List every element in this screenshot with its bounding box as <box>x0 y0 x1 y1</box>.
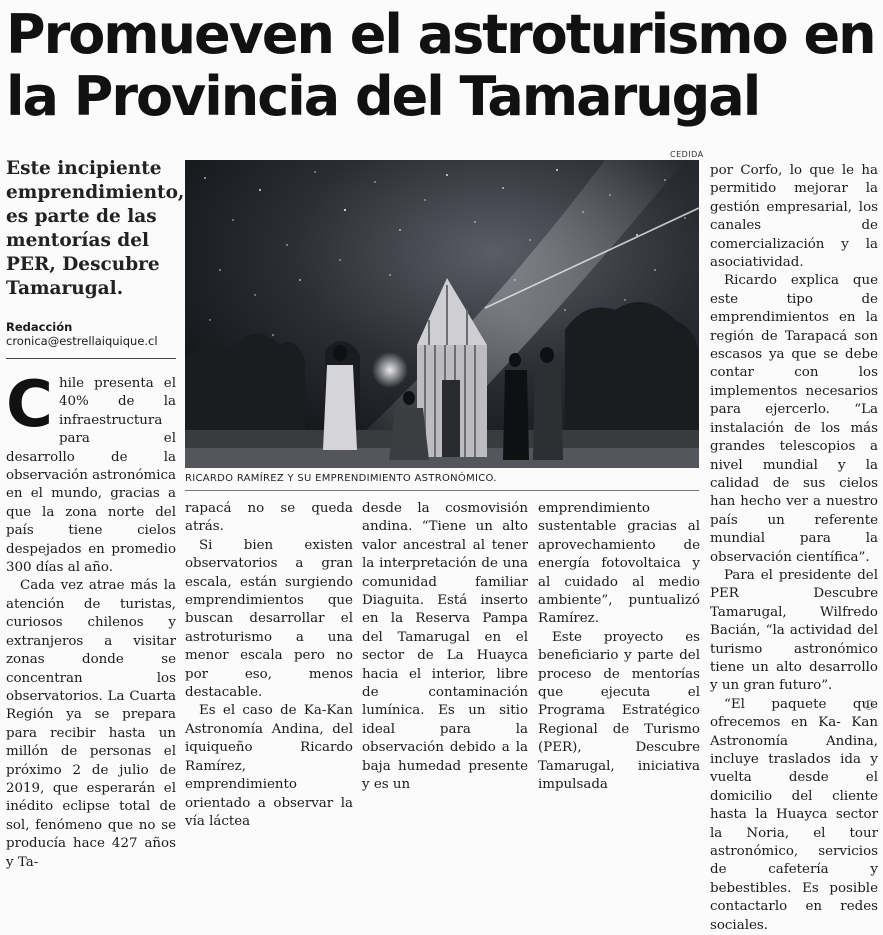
article-column-4 <box>538 500 700 795</box>
drop-cap: C <box>6 368 53 442</box>
byline-author: Redacción <box>6 320 73 334</box>
byline <box>6 320 176 348</box>
article-paragraph: Ricardo explica que este tipo de emprendimientos en la región de Tarapacá son escasos ya que se debe contar con los implementos necesarios para ejercerlo. “La instalación de los más grandes telescopios a nivel mundial y la calidad de sus cielos han hecho ver a nuestro país un referente mundial para la observación científica”. <box>710 273 878 565</box>
article-photo <box>185 160 699 468</box>
article-column-1 <box>6 368 176 872</box>
article-paragraph: por Corfo, lo que le ha permitido mejorar la gestión empresarial, los canales de comercialización y la asociatividad. <box>710 163 878 271</box>
article-column-5 <box>710 162 878 935</box>
headline-line-1: Promueven el astroturismo en <box>6 3 875 66</box>
night-sky-observatory-image <box>185 160 699 468</box>
photo-credit: CEDIDA <box>670 150 704 159</box>
photo-caption: RICARDO RAMÍREZ Y SU EMPRENDIMIENTO ASTRONÓMICO. <box>185 473 497 484</box>
article-paragraph: emprendimiento sustentable gracias al aprovechamiento de energía fotovoltaica y al cuidado al medio ambiente”, puntualizó Ramírez. <box>538 501 700 627</box>
article-paragraph: Este proyecto es beneficiario y parte del proceso de mentorías que ejecuta el Programa Estratégico Regional de Turismo (PER), Descubre Tamarugal, iniciativa impulsada <box>538 629 700 793</box>
headline-line-2: la Provincia del Tamarugal <box>6 65 760 128</box>
byline-email: cronica@estrellaiquique.cl <box>6 334 158 348</box>
article-paragraph: “El paquete que ofrecemos en Ka- Kan Astronomía Andina, incluye traslados ida y vuelta desde el domicilio del cliente hasta la Huayca sector la Noria, el tour astronómico, servicios de cafetería y bebestibles. Es posible contactarlo en redes sociales. <box>710 696 878 933</box>
article-paragraph: rapacá no se queda atrás. <box>185 501 353 535</box>
paragraph-text: hile presenta el 40% de la infraestructura para el desarrollo de la observación astronómica en el mundo, gracias a que la zona norte del país tiene cielos despejados en promedio 300 días al año. <box>6 376 176 576</box>
byline-divider <box>6 358 176 359</box>
caption-divider <box>185 490 699 491</box>
article-paragraph: Si bien existen observatorios a gran escala, están surgiendo emprendimientos que buscan desarrollar el astroturismo a una menor escala pero no por eso, menos destacable. <box>185 537 353 701</box>
headline <box>6 4 876 128</box>
article-paragraph <box>6 368 176 577</box>
article-paragraph: Para el presidente del PER Descubre Tamarugal, Wilfredo Bacián, “la actividad del turismo astronómico tiene un alto desarrollo y un gran futuro”. <box>710 567 878 694</box>
article-paragraph: Cada vez atrae más la atención de turistas, curiosos chilenos y extranjeros a visitar zonas donde se concentran los observatorios. La Cuarta Región ya se prepara para recibir hasta un millón de personas el próximo 2 de julio de 2019, que esperarán el inédito eclipse total de sol, fenómeno que no se producía hace 427 años y Ta- <box>6 578 176 870</box>
end-of-article-icon <box>864 700 874 710</box>
article-paragraph: Es el caso de Ka-Kan Astronomía Andina, del iquiqueño Ricardo Ramírez, emprendimiento orientado a observar la vía láctea <box>185 703 353 829</box>
article-paragraph: desde la cosmovisión andina. “Tiene un alto valor ancestral al tener la interpretación de una comunidad familiar Diaguita. Está inserto en la Reserva Pampa del Tamarugal en el sector de La Huayca hacia el interior, libre de contaminación lumínica. Es un sitio ideal para la observación debido a la baja humedad presente y es un <box>362 501 528 793</box>
kicker-summary: Este incipiente emprendimiento, es parte de las mentorías del PER, Descubre Tamarugal. <box>6 158 185 299</box>
article-column-3 <box>362 500 528 795</box>
article-column-2 <box>185 500 353 831</box>
